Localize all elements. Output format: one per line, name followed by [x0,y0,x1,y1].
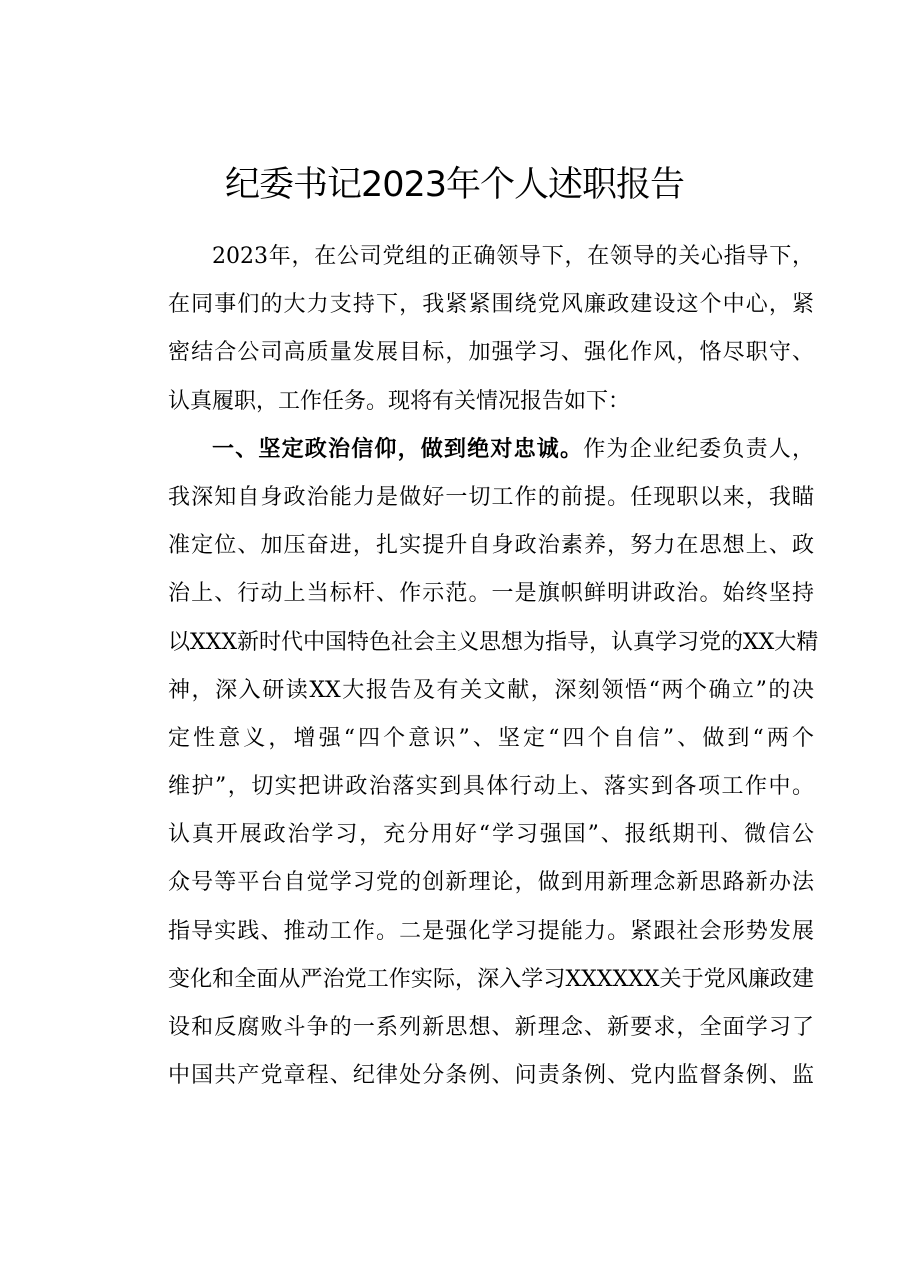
section-1-line: 准定位、加压奋进，扎实提升自身政治素养，努力在思想上、政 [168,533,814,559]
intro-line: 2023年，在公司党组的正确领导下，在领导的关心指导下， [212,244,814,269]
section-1-line: 治上、行动上当标杆、作示范。一是旗帜鲜明讲政治。始终坚持 [168,581,814,607]
section-1-line: 神，深入研读XX大报告及有关文献，深刻领悟“两个确立”的决 [168,677,814,703]
document-title: 纪委书记2023年个人述职报告 [224,165,685,205]
section-1-line: 定性意义，增强“四个意识”、坚定“四个自信”、做到“两个 [168,725,814,751]
section-1-line: 变化和全面从严治党工作实际，深入学习XXXXXX关于党风廉政建 [168,966,814,992]
intro-line: 密结合公司高质量发展目标，加强学习、强化作风，恪尽职守、 [168,340,814,366]
section-1-line: 我深知自身政治能力是做好一切工作的前提。任现职以来，我瞄 [168,484,814,510]
section-1-line: 指导实践、推动工作。二是强化学习提能力。紧跟社会形势发展 [168,918,814,944]
section-1-first-line-rest: 作为企业纪委负责人， [583,436,814,462]
section-1-first-line [124,426,814,474]
section-1-line: 维护”，切实把讲政治落实到具体行动上、落实到各项工作中。 [168,774,814,800]
intro-line: 在同事们的大力支持下，我紧紧围绕党风廉政建设这个中心，紧 [168,292,814,318]
section-1-line: 以XXX新时代中国特色社会主义思想为指导，认真学习党的XX大精 [168,629,819,655]
section-1-paragraph [124,426,819,1101]
section-1-heading: 一、坚定政治信仰，做到绝对忠诚。 [212,436,584,462]
section-1-line: 认真开展政治学习，充分用好“学习强国”、报纸期刊、微信公 [168,822,814,848]
section-1-line: 众号等平台自觉学习党的创新理论，做到用新理念新思路新办法 [168,870,814,896]
document-body [124,233,819,1100]
section-1-line: 设和反腐败斗争的一系列新思想、新理念、新要求，全面学习了 [168,1015,814,1040]
intro-paragraph [124,233,814,426]
section-1-line: 中国共产党章程、纪律处分条例、问责条例、党内监督条例、监 [168,1063,814,1089]
intro-line: 认真履职，工作任务。现将有关情况报告如下： [168,388,631,414]
